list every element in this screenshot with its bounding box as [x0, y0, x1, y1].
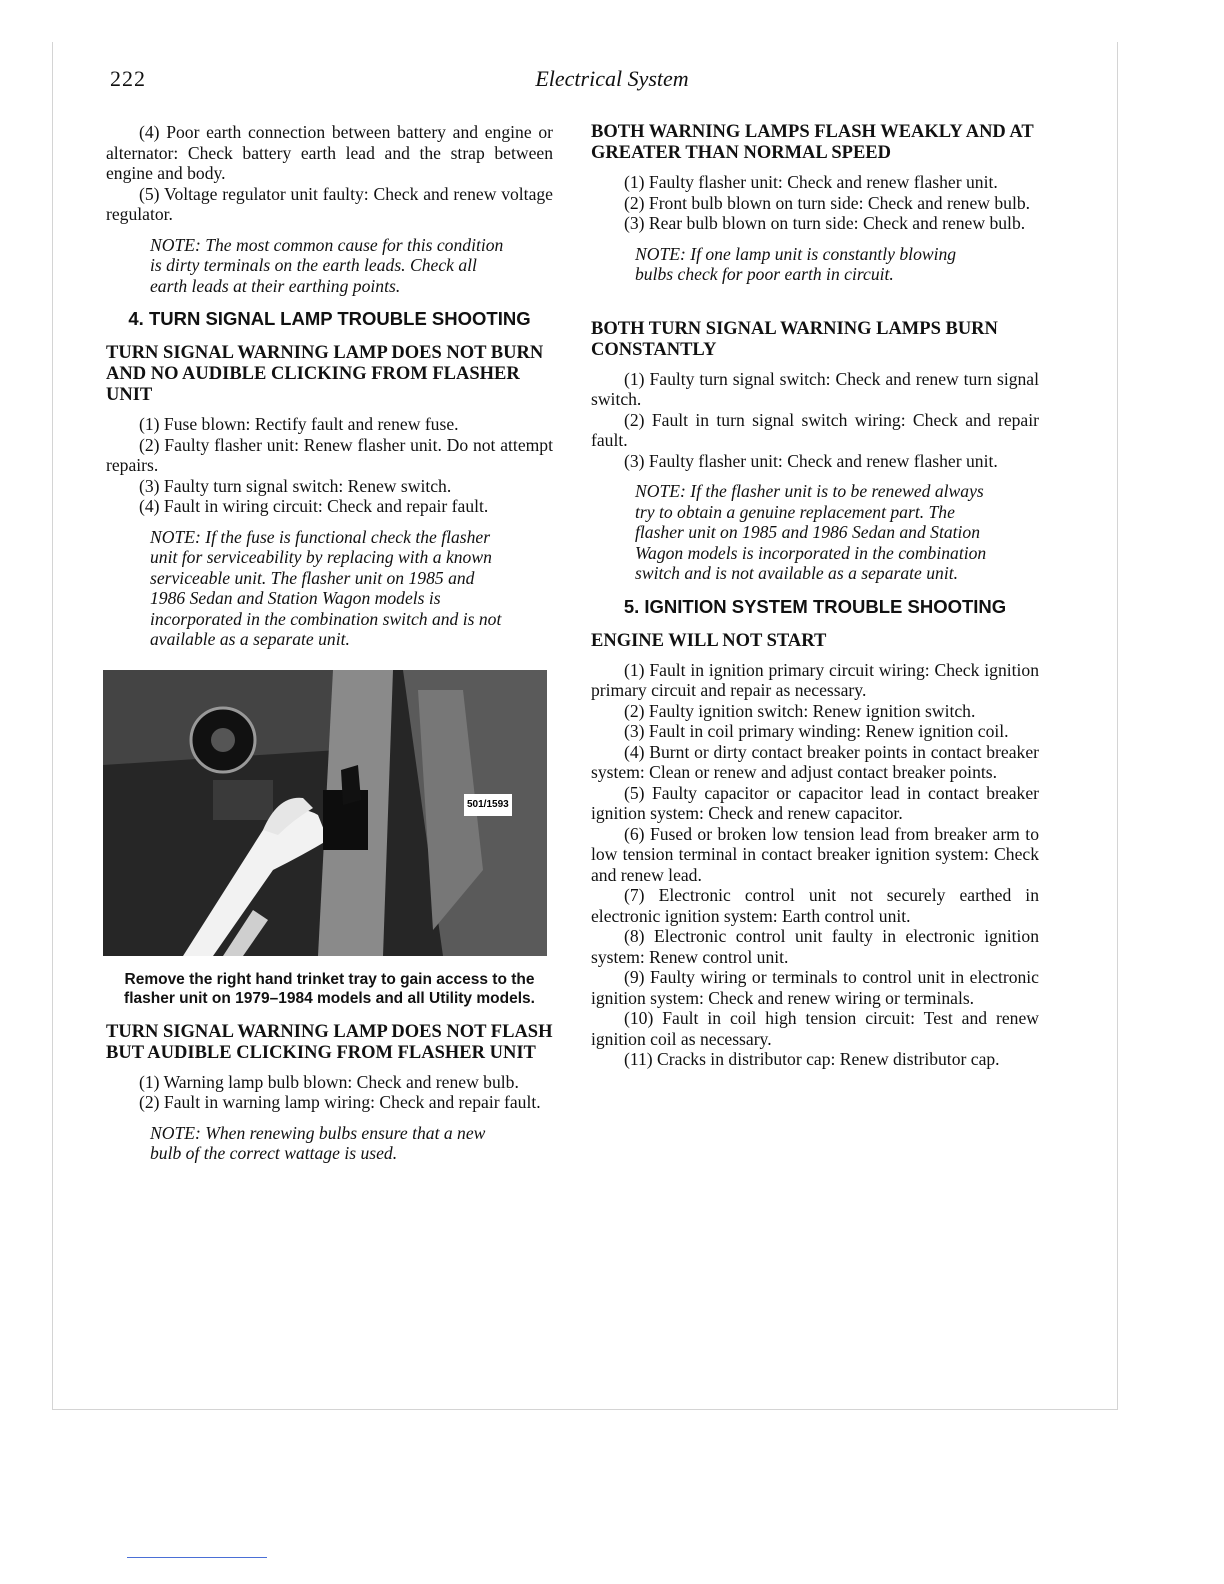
left-column: [106, 122, 553, 1174]
figure-caption: Remove the right hand trinket tray to gain access to the flasher unit on 1979–1984 models and all Utility models.: [124, 970, 535, 1007]
list-item: (1) Faulty flasher unit: Check and renew flasher unit.: [624, 172, 998, 192]
figure-reference: 501/1593: [464, 794, 512, 817]
note: NOTE: If the fuse is functional check the flasher unit for serviceability by replacing with a known serviceable unit. The flasher unit on 1985 and 1986 Sedan and Station Wagon models is incorporated in the combination switch and is not available as a separate unit.: [150, 526, 502, 649]
section-heading: 5. IGNITION SYSTEM TROUBLE SHOOTING: [623, 595, 1007, 617]
right-column: [591, 122, 1039, 1070]
subheading: BOTH WARNING LAMPS FLASH WEAKLY AND AT GREATER THAN NORMAL SPEED: [591, 122, 1034, 163]
list-item: (8) Electronic control unit faulty in electronic ignition system: Renew control unit.: [591, 926, 1039, 967]
page-number: 222: [110, 66, 146, 91]
list-item: (1) Faulty turn signal switch: Check and renew turn signal switch.: [591, 368, 1039, 409]
list-item: (9) Faulty wiring or terminals to control unit in electronic ignition system: Check and renew wiring or terminals.: [591, 967, 1039, 1008]
list-item: (3) Rear bulb blown on turn side: Check and renew bulb.: [624, 213, 1026, 233]
note: NOTE: If one lamp unit is constantly blowing bulbs check for poor earth in circuit.: [635, 243, 957, 284]
list-item: (1) Warning lamp bulb blown: Check and renew bulb.: [139, 1071, 519, 1092]
list-item: (2) Fault in warning lamp wiring: Check and repair fault.: [139, 1092, 541, 1112]
list-item: (2) Faulty ignition switch: Renew ignition switch.: [624, 700, 976, 721]
list-item: (2) Fault in turn signal switch wiring: Check and repair fault.: [591, 409, 1039, 450]
list-item: (6) Fused or broken low tension lead from breaker arm to low tension terminal in contact breaker ignition system: Check and renew lead.: [591, 823, 1039, 885]
list-item: (5) Faulty capacitor or capacitor lead in contact breaker ignition system: Check and renew capacitor.: [591, 782, 1039, 823]
list-item: (2) Faulty flasher unit: Renew flasher unit. Do not attempt repairs.: [106, 434, 553, 475]
section-heading: 4. TURN SIGNAL LAMP TROUBLE SHOOTING: [128, 308, 531, 329]
list-item: (1) Fuse blown: Rectify fault and renew fuse.: [139, 414, 459, 434]
list-item: (4) Burnt or dirty contact breaker points in contact breaker system: Clean or renew and adjust contact breaker points.: [591, 741, 1039, 782]
running-head: Electrical System: [535, 66, 689, 91]
list-item: (3) Faulty turn signal switch: Renew switch.: [139, 475, 452, 496]
note: NOTE: When renewing bulbs ensure that a new bulb of the correct wattage is used.: [150, 1122, 486, 1163]
note: NOTE: The most common cause for this condition is dirty terminals on the earth leads. Check all earth leads at their earthing points.: [150, 234, 504, 296]
list-item: (3) Fault in coil primary winding: Renew ignition coil.: [624, 721, 1009, 741]
subheading: TURN SIGNAL WARNING LAMP DOES NOT FLASH BUT AUDIBLE CLICKING FROM FLASHER UNIT: [106, 1021, 553, 1063]
list-item: (7) Electronic control unit not securely earthed in electronic ignition system: Earth control unit.: [591, 885, 1039, 926]
list-item: (11) Cracks in distributor cap: Renew distributor cap.: [624, 1049, 1000, 1069]
list-item: (4) Fault in wiring circuit: Check and repair fault.: [139, 496, 489, 516]
subheading: ENGINE WILL NOT START: [591, 630, 827, 651]
list-item: (1) Fault in ignition primary circuit wiring: Check ignition primary circuit and repair as necessary.: [591, 659, 1039, 700]
paragraph: (4) Poor earth connection between battery and engine or alternator: Check battery earth lead and the strap between engine and body.: [106, 122, 553, 183]
list-item: (3) Faulty flasher unit: Check and renew flasher unit.: [624, 450, 998, 471]
list-item: (10) Fault in coil high tension circuit: Test and renew ignition coil as necessary.: [591, 1008, 1039, 1049]
note: NOTE: If the flasher unit is to be renewed always try to obtain a genuine replacement part. The flasher unit on 1985 and 1986 Sedan and Station Wagon models is incorporated in the combination switch and is not available as a separate unit.: [635, 481, 987, 583]
subheading: BOTH TURN SIGNAL WARNING LAMPS BURN CONSTANTLY: [591, 318, 998, 360]
subheading: TURN SIGNAL WARNING LAMP DOES NOT BURN AND NO AUDIBLE CLICKING FROM FLASHER UNIT: [106, 343, 544, 405]
dashboard-photo: [103, 670, 547, 956]
link-underline: [127, 1557, 267, 1558]
list-item: (2) Front bulb blown on turn side: Check and renew bulb.: [624, 192, 1031, 213]
paragraph: (5) Voltage regulator unit faulty: Check and renew voltage regulator.: [106, 183, 553, 224]
